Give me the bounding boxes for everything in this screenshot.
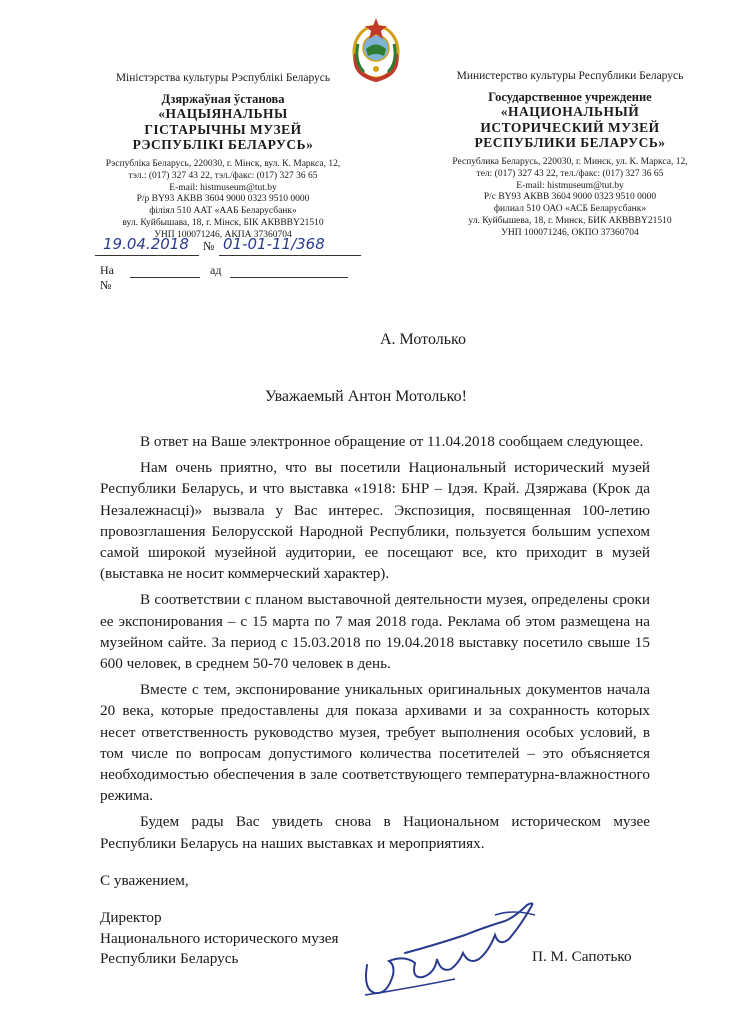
bank-account: Р/р BY93 АКВВ 3604 9000 0323 9510 0000 bbox=[136, 194, 310, 205]
organization-name-line-3: РЭСПУБЛІКІ БЕЛАРУСЬ» bbox=[132, 137, 314, 153]
organization-type: Государственное учреждение bbox=[488, 89, 652, 104]
letterhead-belarusian bbox=[78, 72, 368, 242]
salutation: Уважаемый Антон Мотолько! bbox=[265, 388, 467, 405]
bank-account: Р/с BY93 АКВВ 3604 9000 0323 9510 0000 bbox=[483, 192, 657, 203]
paragraph: Вместе с тем, экспонирование уникальных оригинальных документов начала 20 века, которые предоставлены для показа архивами и за сохранность которых несет ответственность руководство музея, требует выполнения особых условий, в том числе по вопросам допустимого количества посетителей – это объясняется необходимостью обеспечения в зале соответствующего температурна-влажностного режима. bbox=[100, 681, 650, 805]
paragraph: В ответ на Ваше электронное обращение от 11.04.2018 сообщаем следующее. bbox=[140, 433, 644, 450]
from-label: ад bbox=[210, 263, 222, 277]
phone: тел: (017) 327 43 22, тел./факс: (017) 327 36 65 bbox=[476, 168, 664, 179]
email: E-mail: histmuseum@tut.by bbox=[169, 182, 277, 193]
handwritten-signature bbox=[345, 895, 545, 1005]
registration-number: 01-01-11/368 bbox=[223, 235, 325, 253]
closing: С уважением, bbox=[100, 872, 189, 889]
address: Республика Беларусь, 220030, г. Минск, ул. К. Маркса, 12, bbox=[452, 156, 688, 167]
organization-name-line-1: «НАЦЫЯНАЛЬНЫ bbox=[158, 106, 288, 122]
bank-name: филиал 510 ОАО «АСБ Беларусбанк» bbox=[493, 204, 647, 215]
paragraph: Будем рады Вас увидеть снова в Национальном историческом музее Республики Беларусь на наших выставках и мероприятиях. bbox=[100, 813, 650, 852]
signature-title-line-1: Директор bbox=[100, 909, 162, 926]
letter-body bbox=[100, 431, 650, 859]
registration-line bbox=[95, 237, 365, 257]
signature-title-line-3: Республики Беларусь bbox=[100, 950, 239, 967]
registration-date: 19.04.2018 bbox=[103, 235, 189, 253]
signature-title-line-2: Национального исторического музея bbox=[100, 929, 339, 947]
organization-name-line-3: РЕСПУБЛИКИ БЕЛАРУСЬ» bbox=[474, 135, 666, 151]
organization-name-line-2: ИСТОРИЧЕСКИЙ МУЗЕЙ bbox=[480, 119, 660, 135]
ministry-name: Міністэрства культуры Рэспублікі Беларусь bbox=[115, 72, 331, 84]
email: E-mail: histmuseum@tut.by bbox=[516, 180, 624, 191]
bank-name: філіял 510 ААТ «ААБ Беларусбанк» bbox=[149, 206, 297, 217]
signer-name: П. М. Сапотько bbox=[532, 948, 632, 965]
paragraph: В соответствии с планом выставочной деятельности музея, определены сроки ее экспонирования – с 15 марта по 7 мая 2018 года. Реклама об этом размещена на музейном сайте. За период с 15.03.2018 по 19.04.2018 выставку посетило свыше 15 600 человек, в среднем 50-70 человек в день. bbox=[100, 591, 650, 673]
bank-address: вул. Куйбышава, 18, г. Мінск, БІК АКВВBY21510 bbox=[122, 218, 324, 229]
addressee: А. Мотолько bbox=[380, 331, 466, 348]
letterhead-russian bbox=[430, 70, 710, 240]
ministry-name: Министерство культуры Республики Беларусь bbox=[456, 70, 684, 82]
number-symbol: № bbox=[203, 239, 215, 253]
organization-name-line-2: ГІСТАРЫЧНЫ МУЗЕЙ bbox=[144, 121, 302, 137]
phone: тэл.: (017) 327 43 22, тэл./факс: (017) 327 36 65 bbox=[128, 170, 318, 181]
tax-id: УНП 100071246, ОКПО 37360704 bbox=[501, 228, 639, 239]
bank-address: ул. Куйбышева, 18, г. Минск, БИК АКВВBY21510 bbox=[468, 216, 672, 227]
organization-type: Дзяржаўная ўстанова bbox=[161, 91, 285, 106]
organization-name-line-1: «НАЦИОНАЛЬНЫЙ bbox=[500, 104, 640, 120]
tax-id: УНП 100071246, АКПА 37360704 bbox=[154, 230, 292, 241]
on-number-label: На № bbox=[100, 263, 114, 292]
address: Рэспубліка Беларусь, 220030, г. Мінск, вул. К. Маркса, 12, bbox=[105, 158, 341, 169]
signature-title bbox=[100, 908, 339, 970]
paragraph: Нам очень приятно, что вы посетили Национальный исторический музей Республики Беларусь, и что выставка «1918: БНР – Ідэя. Край. Дзяржава (Крок да Незалежнасці)» вызвала у Вас интерес. Экспозиция, посвященная 100-летию провозглашения Белорусской Народной Республики, пользуется большим успехом самой широкой музейной аудитории, ее посещают все, кто приходит в музей (выставка не носит коммерческий характер). bbox=[100, 459, 650, 583]
